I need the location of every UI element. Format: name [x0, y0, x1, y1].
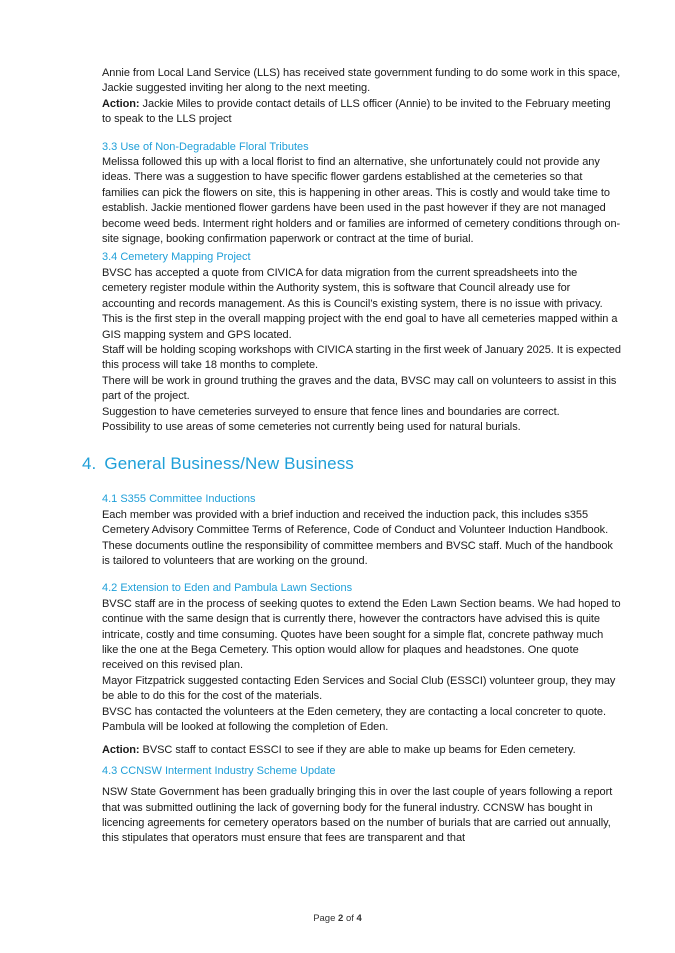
section-3-4-paragraph: Possibility to use areas of some cemeteries not currently being used for natural burials. [102, 420, 521, 433]
section-3-4-paragraph: This is the first step in the overall mapping project with the end goal to have all cemeteries mapped within a GIS mapping system and GPS located. [102, 313, 618, 341]
section-4-number: 4. [82, 454, 97, 474]
section-4-1-body: Each member was provided with a brief induction and received the induction pack, this includes s355 Cemetery Advisory Committee Terms of Reference, Code of Conduct and Volunteer Induction Handbook. These documents outline the responsibility of committee members and BVSC staff. Much of the handbook is tailored to volunteers that are working on the ground. [102, 508, 613, 567]
action-text: Jackie Miles to provide contact details of LLS officer (Annie) to be invited to the February meeting to speak to the LLS project [102, 97, 611, 126]
action-label: Action: [102, 744, 140, 757]
section-4-2-heading: 4.2 Extension to Eden and Pambula Lawn Sections [102, 582, 353, 595]
footer-total-pages: 4 [356, 913, 362, 924]
intro-paragraph: Annie from Local Land Service (LLS) has received state government funding to do some work in this space, Jackie suggested inviting her along to the next meeting. [102, 67, 621, 95]
section-3-4-paragraph: Staff will be holding scoping workshops with CIVICA starting in the first week of January 2025. It is expected this process will take 18 months to complete. [102, 343, 621, 372]
intro-action [102, 97, 622, 128]
section-4-2-paragraph: Pambula will be looked at following the completion of Eden. [102, 721, 389, 734]
action-label: Action: [102, 97, 140, 110]
section-4-3-body: NSW State Government has been gradually bringing this in over the last couple of years following a report that was submitted outlining the lack of governing body for the funeral industry. CCNSW has bought in licencing agreements for cemetery operators based on the number of burials that are carried out annually, this stipulates that operators must ensure that fees are transparent and that [102, 786, 613, 845]
footer-page-word: Page [313, 913, 339, 924]
section-3-4-heading: 3.4 Cemetery Mapping Project [102, 251, 251, 264]
section-3-4-paragraph: There will be work in ground truthing the graves and the data, BVSC may call on volunteers to assist in this part of the project. [102, 374, 617, 403]
footer-current-page: 2 [338, 913, 344, 924]
section-3-4-paragraph: BVSC has accepted a quote from CIVICA for data migration from the current spreadsheets into the cemetery register module within the Authority system, this is software that Council already use for accounting and records management. As this is Council’s existing system, there is no issue with privacy. [102, 266, 603, 310]
section-4-2-paragraph: BVSC has contacted the volunteers at the Eden cemetery, they are contacting a local concreter to quote. [102, 705, 606, 718]
section-4-title: General Business/New Business [104, 454, 354, 474]
section-3-3-heading: 3.3 Use of Non-Degradable Floral Tributes [102, 140, 309, 153]
footer-of-word: of [343, 913, 357, 924]
section-4-2-action [102, 743, 622, 758]
section-3-3-body: Melissa followed this up with a local florist to find an alternative, she unfortunately could not provide any ideas. There was a suggestion to have specific flower gardens established at the cemeteries so that families can pick the flowers on site, this is happening in other areas. This is costly and would take time to establish. Jackie mentioned flower gardens have been used in the past however if they are not managed become weed beds. Interment right holders and or families are informed of cemetery conditions through on-site signage, booking confirmation paperwork or contract at the time of burial. [102, 156, 621, 246]
document-page [82, 66, 622, 847]
section-4-3-heading: 4.3 CCNSW Interment Industry Scheme Update [102, 764, 336, 777]
section-3-4-paragraph: Suggestion to have cemeteries surveyed to ensure that fence lines and boundaries are correct. [102, 405, 560, 418]
section-4-heading [82, 453, 622, 475]
section-4-2-paragraph: BVSC staff are in the process of seeking quotes to extend the Eden Lawn Section beams. We had hoped to continue with the same design that is currently there, however the contractors have advised this is quite intricate, costly and time consuming. Quotes have been sought for a simple flat, concrete pathway much like the one at the Bega Cemetery. This option would allow for plaques and headstones. One quote received on this revised plan. [102, 597, 621, 672]
section-4-2-paragraph: Mayor Fitzpatrick suggested contacting Eden Services and Social Club (ESSCI) volunteer group, they may be able to do this for the cost of the materials. [102, 674, 616, 703]
section-4-1-heading: 4.1 S355 Committee Inductions [102, 493, 256, 506]
action-text: BVSC staff to contact ESSCI to see if they are able to make up beams for Eden cemetery. [139, 744, 576, 757]
page-footer [0, 913, 675, 924]
